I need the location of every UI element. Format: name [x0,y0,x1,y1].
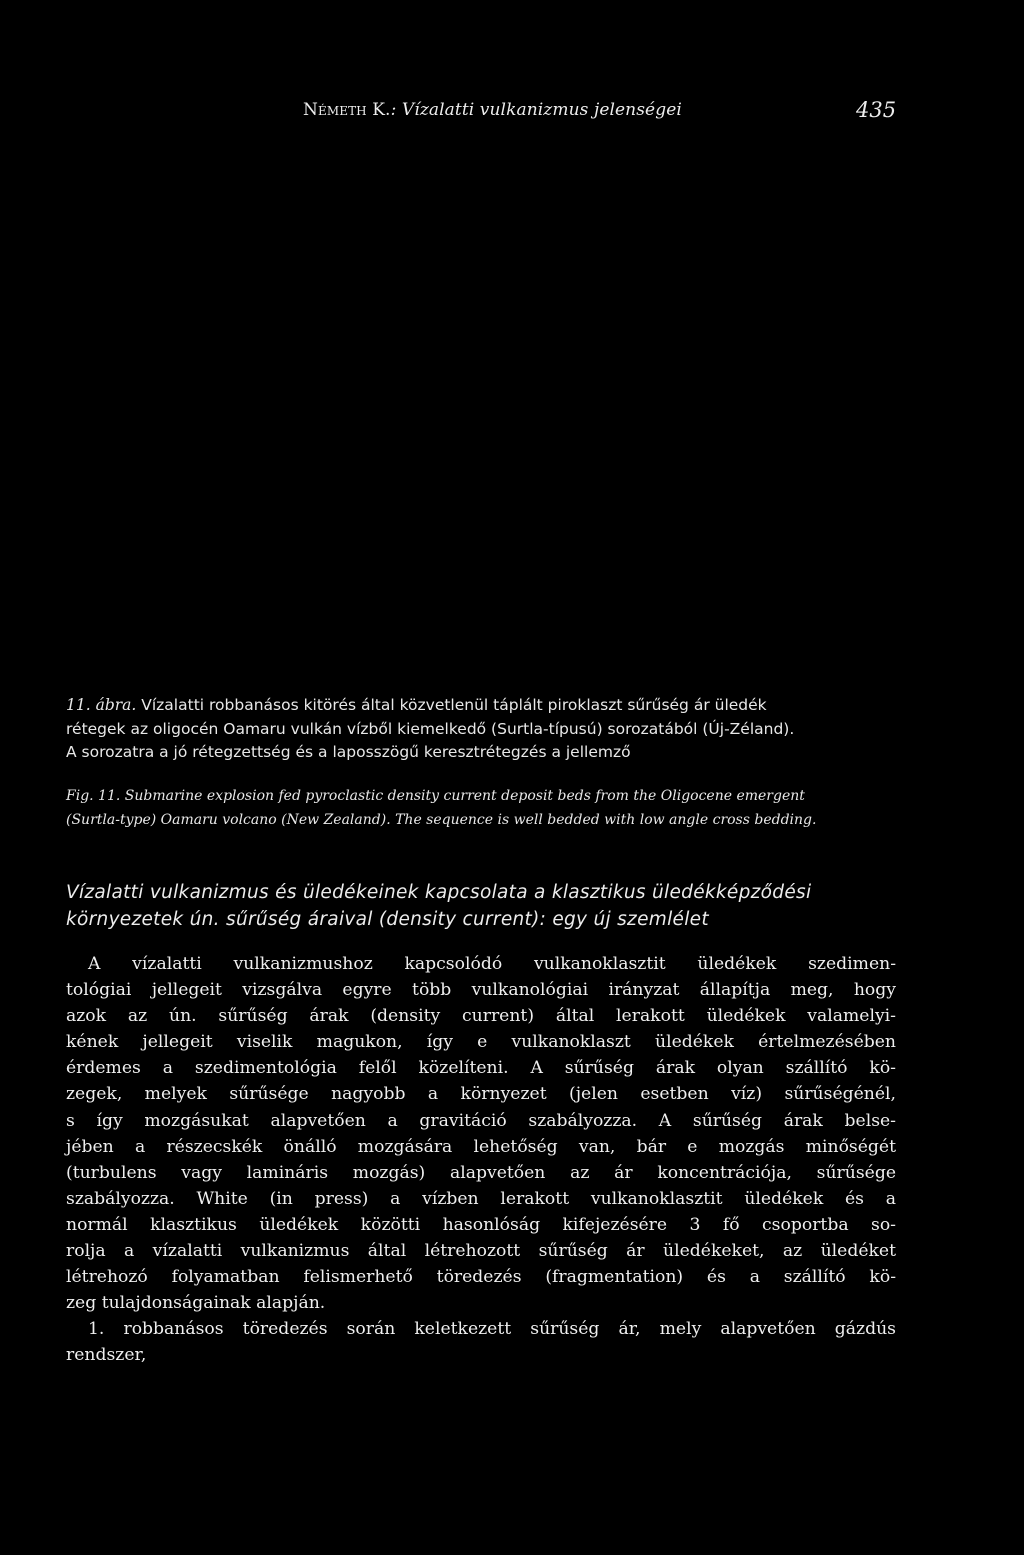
body-line: normál klasztikus üledékek közötti hasonlóság kifejezésére 3 fő csoportba so- [66,1214,896,1235]
header-title: Vízalatti vulkanizmus jelenségei [401,100,682,120]
body-line: A vízalatti vulkanizmushoz kapcsolódó vulkanoklasztit üledékek szedimen- [88,954,896,974]
body-line: érdemes a szedimentológia felől közelíteni. A sűrűség árak olyan szállító kö- [66,1058,896,1079]
figure-photo [60,140,960,660]
body-line: azok az ún. sűrűség árak (density current) által lerakott üledékek valamelyi- [66,1006,896,1027]
body-line: rolja a vízalatti vulkanizmus által létrehozott sűrűség ár üledékeket, az üledéket [66,1241,896,1262]
running-header [303,100,682,120]
body-line: zegek, melyek sűrűsége nagyobb a környezet (jelen esetben víz) sűrűségénél, [66,1084,896,1105]
list-item-line: rendszer, [66,1345,147,1366]
caption-hu-text: Vízalatti robbanásos kitörés által közvetlenül táplált piroklaszt sűrűség ár üledék [141,696,767,714]
page-number: 435 [856,98,897,122]
body-line: zeg tulajdonságainak alapján. [66,1293,326,1314]
section-heading [66,879,926,933]
figure-caption-english [66,784,906,832]
body-paragraph [66,951,896,1369]
section-heading-line: Vízalatti vulkanizmus és üledékeinek kapcsolata a klasztikus üledékképződési [66,882,812,903]
list-item-line: 1. robbanásos töredezés során keletkezett sűrűség ár, mely alapvetően gázdús [88,1319,896,1340]
figure-label: 11. ábra. [66,696,137,714]
caption-hu-line [66,694,896,718]
body-line: szabályozza. White (in press) a vízben lerakott vulkanoklasztit üledékek és a [66,1188,896,1209]
caption-hu-line: rétegek az oligocén Oamaru vulkán vízből kiemelkedő (Surtla-típusú) sorozatából (Új-Zéland). [66,719,795,738]
body-line: tológiai jellegeit vizsgálva egyre több vulkanológiai irányzat állapítja meg, hogy [66,980,896,1001]
caption-en-line: (Surtla-type) Oamaru volcano (New Zealand). The sequence is well bedded with low angle cross bedding. [66,812,817,828]
caption-hu-line: A sorozatra a jó rétegzettség és a laposszögű keresztrétegzés a jellemző [66,743,631,761]
body-line: jében a részecskék önálló mozgására lehetőség van, bár e mozgás minőségét [66,1136,896,1157]
body-line: (turbulens vagy lamináris mozgás) alapvetően az ár koncentrációja, sűrűsége [66,1162,896,1183]
figure-caption-hungarian [66,694,896,765]
caption-en-line: Fig. 11. Submarine explosion fed pyroclastic density current deposit beds from the Oligocene emergent [66,788,805,804]
body-line: létrehozó folyamatban felismerhető töredezés (fragmentation) és a szállító kö- [66,1267,896,1288]
body-line: s így mozgásukat alapvetően a gravitáció szabályozza. A sűrűség árak belse- [66,1110,896,1131]
body-line: kének jellegeit viselik magukon, így e vulkanoklaszt üledékek értelmezésében [66,1032,896,1053]
section-heading-line: környezetek ún. sűrűség áraival (density current): egy új szemlélet [66,909,709,930]
header-author: Németh K. [303,100,391,120]
header-separator: : [390,100,397,120]
